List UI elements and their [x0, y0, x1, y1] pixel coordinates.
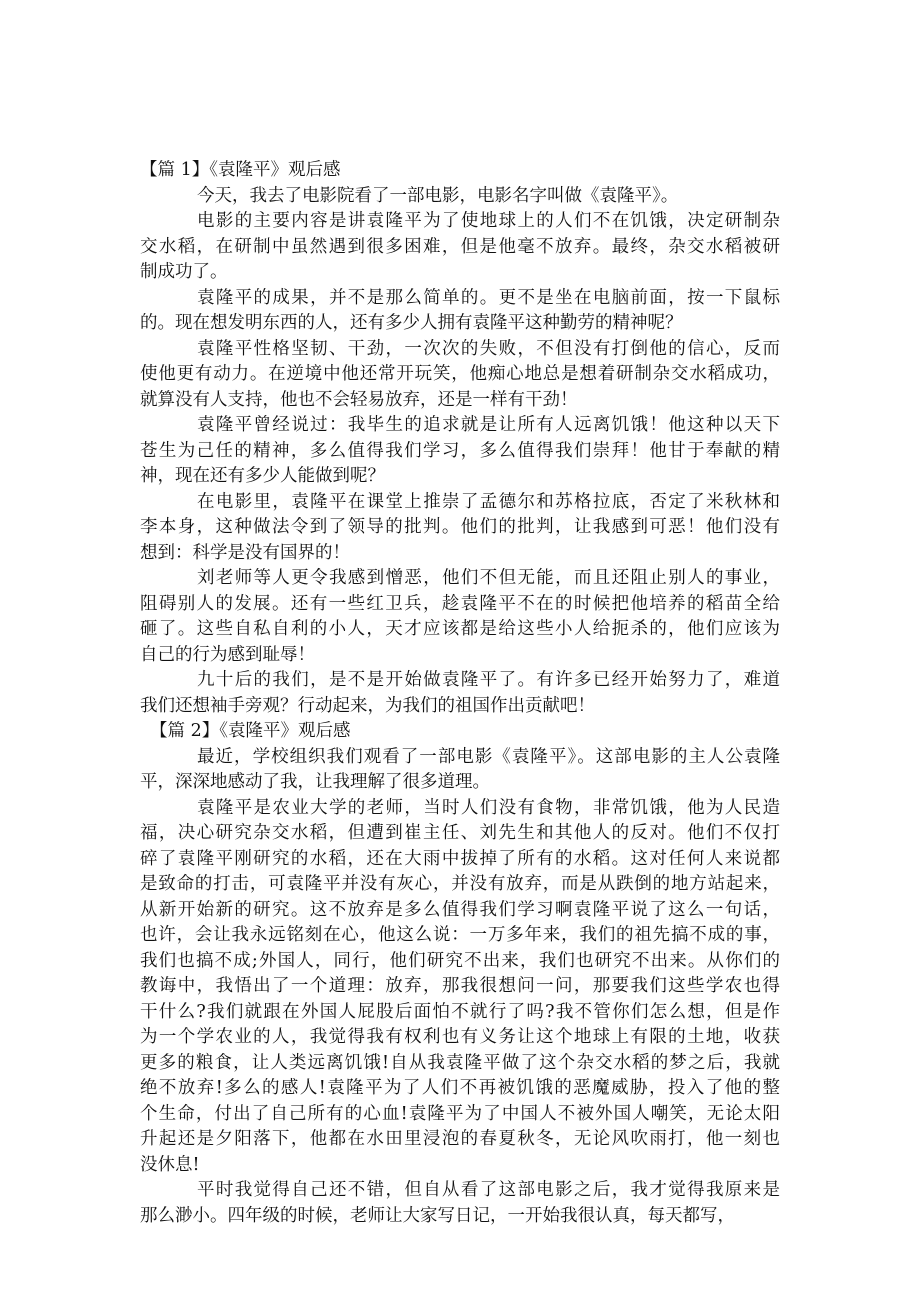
paragraph-line: 袁隆平曾经说过：我毕生的追求就是让所有人远离饥饿！他这种以天下 [197, 415, 780, 435]
paragraph [140, 286, 780, 337]
paragraph-line: 干什么?我们就跟在外国人屁股后面怕不就行了吗?我不管你们怎么想，但是作 [140, 1001, 780, 1022]
paragraph-line: 袁隆平性格坚韧、干劲，一次次的失败，不但没有打倒他的信心，反而 [197, 338, 780, 359]
paragraph-line: 平时我觉得自己还不错，但自从看了这部电影之后，我才觉得我原来是 [197, 1180, 780, 1200]
paragraph [140, 413, 780, 490]
paragraph-line: 是致命的打击，可袁隆平并没有灰心，并没有放弃，而是从跌倒的地方站起来， [140, 874, 780, 894]
paragraph-line: 从新开始新的研究。这不放弃是多么值得我们学习啊袁隆平说了这么一句话， [140, 899, 780, 920]
paragraph-line: 使他更有动力。在逆境中他还常开玩笑，他痴心地总是想着研制杂交水稻成功， [140, 364, 780, 384]
article-heading: 【篇 2】《袁隆平》观后感 [150, 721, 351, 741]
paragraph [140, 566, 780, 668]
paragraph-line: 苍生为己任的精神，多么值得我们学习，多么值得我们崇拜！他甘于奉献的精 [140, 440, 780, 461]
paragraph-line: 神，现在还有多少人能做到呢？ [140, 466, 385, 486]
paragraph-line: 想到：科学是没有国界的！ [140, 542, 350, 563]
paragraph-line: 阻碍别人的发展。还有一些红卫兵，趁袁隆平不在的时候把他培养的稻苗全给 [140, 593, 780, 614]
paragraph-line: 也许，会让我永远铭刻在心，他这么说：一万多年来，我们的祖先搞不成的事， [140, 925, 780, 945]
paragraph-line: 制成功了。 [140, 262, 228, 282]
paragraph-line: 砸了。这些自私自利的小人，天才应该都是给这些小人给扼杀的，他们应该为 [140, 619, 780, 639]
paragraph-line: 平，深深地感动了我，让我理解了很多道理。 [140, 772, 490, 792]
paragraph [140, 668, 780, 719]
article-1 [140, 158, 780, 719]
paragraph-line: 就算没有人支持，他也不会轻易放弃，还是一样有干劲！ [140, 389, 578, 410]
paragraph-line: 袁隆平的成果，并不是那么简单的。更不是坐在电脑前面，按一下鼠标 [197, 287, 780, 308]
paragraph [140, 184, 780, 210]
paragraph [140, 209, 780, 286]
paragraph-line: 在电影里，袁隆平在课堂上推崇了孟德尔和苏格拉底，否定了米秋林和 [197, 491, 780, 512]
paragraph-line: 碎了袁隆平刚研究的水稻，还在大雨中拔掉了所有的水稻。这对任何人来说都 [140, 848, 780, 869]
paragraph-line: 九十后的我们，是不是开始做袁隆平了。有许多已经开始努力了，难道 [197, 670, 780, 690]
paragraph [140, 796, 780, 1179]
paragraph-line: 为一个学农业的人，我觉得我有权利也有义务让这个地球上有限的土地，收获 [140, 1027, 780, 1047]
paragraph-line: 绝不放弃!多么的感人!袁隆平为了人们不再被饥饿的恶魔威胁，投入了他的整 [140, 1078, 780, 1098]
paragraph-line: 袁隆平是农业大学的老师，当时人们没有食物，非常饥饿，他为人民造 [197, 797, 780, 818]
paragraph-line: 个生命，付出了自己所有的心血!袁隆平为了中国人不被外国人嘲笑，无论太阳 [140, 1103, 780, 1124]
paragraph-line: 交水稻，在研制中虽然遇到很多困难，但是他毫不放弃。最终，杂交水稻被研 [140, 236, 780, 257]
paragraph-line: 电影的主要内容是讲袁隆平为了使地球上的人们不在饥饿，决定研制杂 [197, 211, 780, 231]
paragraph [140, 490, 780, 567]
paragraph-line: 教诲中，我悟出了一个道理：放弃，那我很想问一问，那要我们这些学农也得 [140, 976, 780, 996]
paragraph-line: 福，决心研究杂交水稻，但遭到崔主任、刘先生和其他人的反对。他们不仅打 [140, 823, 780, 843]
paragraph-line: 那么渺小。四年级的时候，老师让大家写日记，一开始我很认真，每天都写， [140, 1205, 735, 1226]
paragraph-line: 最近，学校组织我们观看了一部电影《袁隆平》。这部电影的主人公袁隆 [197, 746, 780, 767]
paragraph-line: 升起还是夕阳落下，他都在水田里浸泡的春夏秋冬，无论风吹雨打，他一刻也 [140, 1129, 780, 1149]
paragraph-line: 我们也搞不成;外国人，同行，他们研究不出来，我们也研究不出来。从你们的 [140, 950, 780, 971]
paragraph-line: 更多的粮食，让人类远离饥饿!自从我袁隆平做了这个杂交水稻的梦之后，我就 [140, 1052, 780, 1073]
paragraph [140, 1178, 780, 1229]
paragraph-line: 没休息! [140, 1154, 200, 1175]
paragraph-line: 今天，我去了电影院看了一部电影，电影名字叫做《袁隆平》。 [197, 185, 679, 206]
paragraph-line: 的。现在想发明东西的人，还有多少人拥有袁隆平这种勤劳的精神呢？ [140, 313, 683, 333]
paragraph-line: 我们还想袖手旁观？行动起来，为我们的祖国作出贡献吧！ [140, 695, 595, 716]
paragraph-line: 刘老师等人更令我感到憎恶，他们不但无能，而且还阻止别人的事业， [197, 568, 780, 588]
paragraph [140, 745, 780, 796]
article-heading: 【篇 1】《袁隆平》观后感 [140, 160, 341, 180]
paragraph-line: 自己的行为感到耻辱！ [140, 644, 315, 665]
article-2 [140, 719, 780, 1229]
paragraph-line: 李本身，这种做法令到了领导的批判。他们的批判，让我感到可恶！他们没有 [140, 517, 780, 537]
document-page [140, 158, 780, 1229]
paragraph [140, 337, 780, 414]
